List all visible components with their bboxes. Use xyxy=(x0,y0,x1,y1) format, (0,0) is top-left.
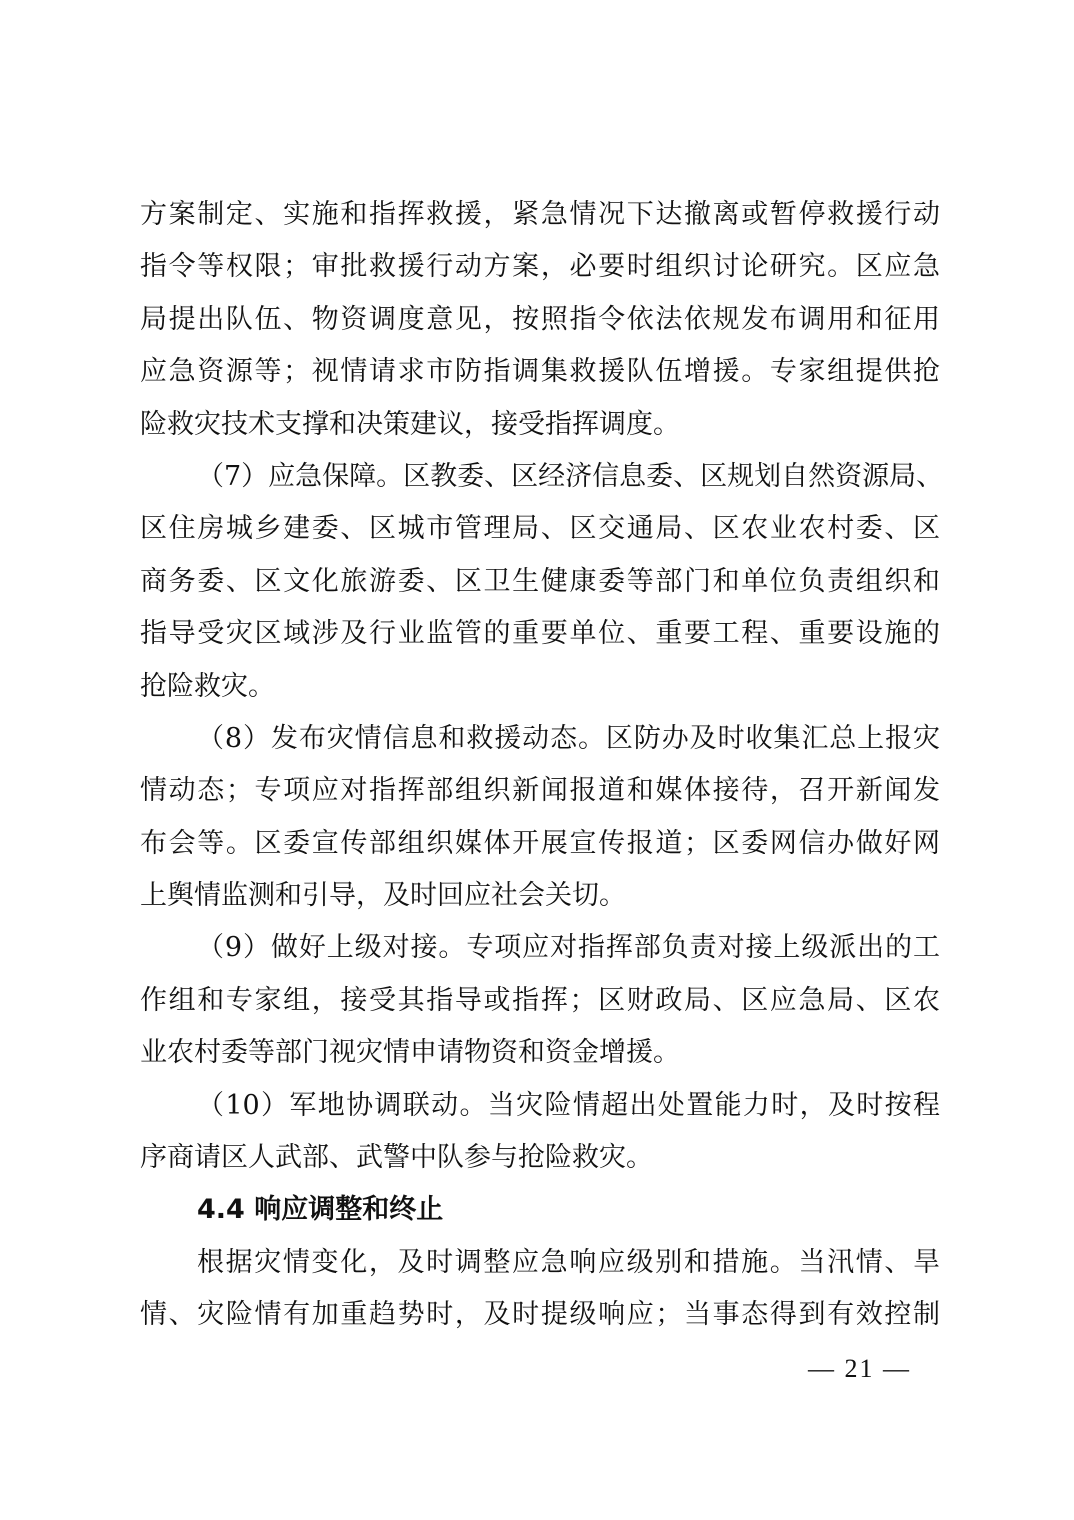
document-body xyxy=(140,189,944,1342)
paragraph-line: 作组和专家组，接受其指导或指挥；区财政局、区应急局、区农 xyxy=(140,984,940,1016)
paragraph-line: 险救灾技术支撑和决策建议，接受指挥调度。 xyxy=(140,408,680,440)
page-number: — 21 — xyxy=(808,1354,911,1383)
paragraph-line: 业农村委等部门视灾情申请物资和资金增援。 xyxy=(140,1037,680,1069)
paragraph-line: 区住房城乡建委、区城市管理局、区交通局、区农业农村委、区 xyxy=(140,513,940,545)
paragraph-line: （7）应急保障。区教委、区经济信息委、区规划自然资源局、 xyxy=(197,460,944,492)
paragraph-line: 情、灾险情有加重趋势时，及时提级响应；当事态得到有效控制 xyxy=(140,1299,940,1331)
paragraph-line: 指导受灾区域涉及行业监管的重要单位、重要工程、重要设施的 xyxy=(140,618,940,650)
section-heading: 4.4 响应调整和终止 xyxy=(197,1194,444,1226)
paragraph-line: 序商请区人武部、武警中队参与抢险救灾。 xyxy=(140,1142,653,1174)
paragraph-line: 商务委、区文化旅游委、区卫生健康委等部门和单位负责组织和 xyxy=(140,565,940,597)
paragraph-line: 局提出队伍、物资调度意见，按照指令依法依规发布调用和征用 xyxy=(140,303,940,335)
paragraph-line: 上舆情监测和引导，及时回应社会关切。 xyxy=(140,880,626,912)
paragraph-line: 应急资源等；视情请求市防指调集救援队伍增援。专家组提供抢 xyxy=(140,356,940,388)
paragraph-line: 指令等权限；审批救援行动方案，必要时组织讨论研究。区应急 xyxy=(140,251,940,283)
paragraph-line: （8）发布灾情信息和救援动态。区防办及时收集汇总上报灾 xyxy=(197,722,940,754)
paragraph-line: 布会等。区委宣传部组织媒体开展宣传报道；区委网信办做好网 xyxy=(140,827,940,859)
paragraph-line: 方案制定、实施和指挥救援，紧急情况下达撤离或暂停救援行动 xyxy=(140,199,940,230)
paragraph-line: 抢险救灾。 xyxy=(140,670,275,702)
paragraph-line: 根据灾情变化，及时调整应急响应级别和措施。当汛情、旱 xyxy=(197,1246,940,1278)
paragraph-line: （9）做好上级对接。专项应对指挥部负责对接上级派出的工 xyxy=(197,932,940,964)
paragraph-line: 情动态；专项应对指挥部组织新闻报道和媒体接待，召开新闻发 xyxy=(140,775,940,807)
paragraph-line: （10）军地协调联动。当灾险情超出处置能力时，及时按程 xyxy=(197,1089,940,1121)
